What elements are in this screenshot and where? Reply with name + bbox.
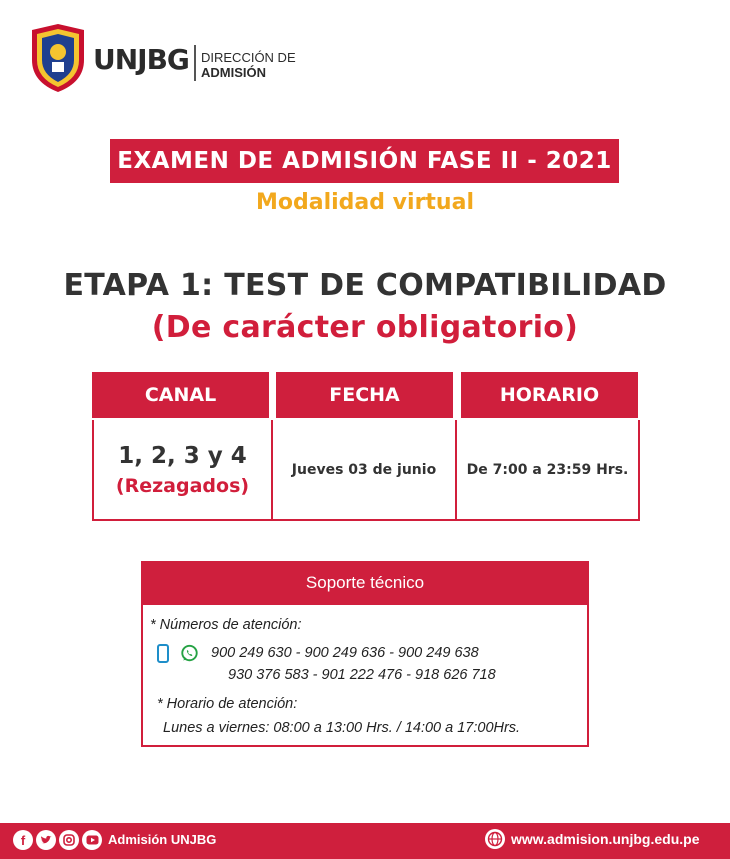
facebook-icon[interactable]: f bbox=[13, 830, 33, 850]
table-header-canal: CANAL bbox=[92, 372, 269, 418]
support-numbers-label: * Números de atención: bbox=[150, 617, 302, 633]
stage-title: ETAPA 1: TEST DE COMPATIBILIDAD bbox=[63, 268, 667, 303]
footer-social-name: Admisión UNJBG bbox=[108, 832, 217, 847]
support-hours-value: Lunes a viernes: 08:00 a 13:00 Hrs. / 14:00 a 17:00Hrs. bbox=[163, 720, 521, 736]
canal-value: 1, 2, 3 y 4 bbox=[118, 442, 247, 469]
exam-title-banner: EXAMEN DE ADMISIÓN FASE II - 2021 bbox=[110, 139, 619, 183]
brand-subtitle-line2: ADMISIÓN bbox=[201, 65, 266, 80]
stage-subtitle: (De carácter obligatorio) bbox=[151, 310, 579, 345]
table-header-horario: HORARIO bbox=[461, 372, 638, 418]
table-header-fecha: FECHA bbox=[276, 372, 453, 418]
instagram-icon[interactable] bbox=[59, 830, 79, 850]
canal-note: (Rezagados) bbox=[115, 474, 250, 497]
support-title: Soporte técnico bbox=[141, 561, 589, 605]
horario-value: De 7:00 a 23:59 Hrs. bbox=[466, 461, 629, 478]
university-seal-logo bbox=[28, 22, 88, 94]
globe-icon bbox=[484, 828, 506, 850]
fecha-value: Jueves 03 de junio bbox=[291, 461, 437, 478]
brand-name: UNJBG bbox=[93, 43, 189, 76]
exam-modality: Modalidad virtual bbox=[256, 190, 474, 215]
table-cell-fecha bbox=[273, 420, 457, 521]
phone-icon bbox=[157, 644, 169, 663]
table-cell-horario bbox=[457, 420, 640, 521]
brand-subtitle bbox=[201, 50, 296, 80]
whatsapp-icon bbox=[180, 644, 199, 663]
brand-divider bbox=[194, 45, 196, 81]
support-numbers-line1: 900 249 630 - 900 249 636 - 900 249 638 bbox=[211, 645, 479, 661]
twitter-icon[interactable] bbox=[36, 830, 56, 850]
brand-subtitle-line1: DIRECCIÓN DE bbox=[201, 50, 296, 65]
footer-website-link[interactable]: www.admision.unjbg.edu.pe bbox=[511, 831, 700, 847]
table-cell-canal bbox=[92, 420, 273, 521]
support-numbers-line2: 930 376 583 - 901 222 476 - 918 626 718 bbox=[228, 667, 496, 683]
youtube-icon[interactable] bbox=[82, 830, 102, 850]
support-hours-label: * Horario de atención: bbox=[157, 696, 298, 712]
